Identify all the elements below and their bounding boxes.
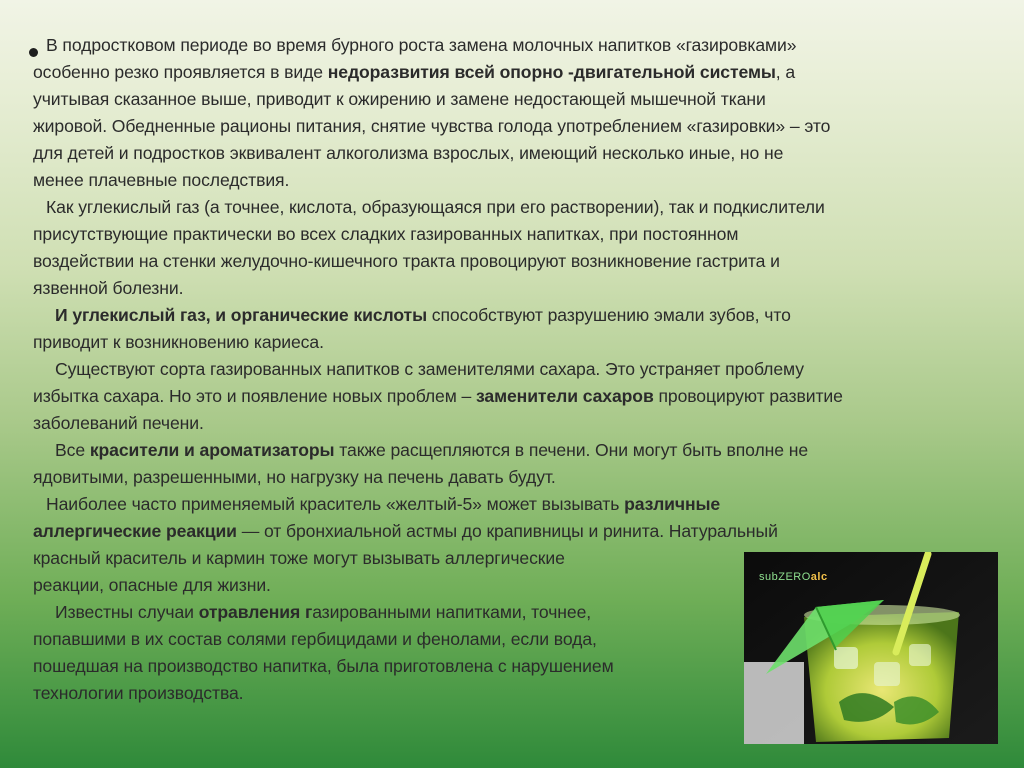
text-run: присутствующие практически во всех сладких газированных напитках, при постоянном	[33, 224, 739, 244]
emphasis-text: красители и ароматизаторы	[89, 440, 335, 460]
watermark-part: alc	[810, 571, 828, 583]
text-run: также расщепляются в печени. Они могут быть вполне не	[334, 440, 809, 460]
photo-watermark	[759, 571, 828, 583]
text-run: способствуют разрушению эмали зубов, что	[427, 305, 791, 325]
text-run: азированными напитками, точнее,	[312, 602, 592, 622]
text-run: ядовитыми, разрешенными, но нагрузку на печень давать будут.	[33, 467, 556, 487]
emphasis-text: отравления г	[198, 602, 313, 622]
text-run: Наиболее часто применяемый краситель «желтый-5» может вызывать	[46, 494, 625, 514]
emphasis-text: различные	[624, 494, 721, 514]
text-run: особенно резко проявляется в виде	[33, 62, 328, 82]
text-run: пошедшая на производство напитка, была приготовлена с нарушением	[33, 656, 614, 676]
text-run: избытка сахара. Но это и появление новых проблем –	[33, 386, 476, 406]
paragraph	[33, 356, 998, 437]
text-run: , а	[775, 62, 796, 82]
text-run: провоцируют развитие	[653, 386, 843, 406]
text-run: — от бронхиальной астмы до крапивницы и ринита. Натуральный	[236, 521, 778, 541]
text-run: воздействии на стенки желудочно-кишечного тракта провоцируют возникновение гастрита и	[33, 251, 780, 271]
text-run: приводит к возникновению кариеса.	[33, 332, 324, 352]
text-run: учитывая сказанное выше, приводит к ожирению и замене недостающей мышечной ткани	[33, 89, 766, 109]
text-run: Как углекислый газ (а точнее, кислота, образующаяся при его растворении), так и подкислители	[46, 197, 825, 217]
text-run: красный краситель и кармин тоже могут вызывать аллергические	[33, 548, 565, 568]
text-run: заболеваний печени.	[33, 413, 204, 433]
paragraph	[33, 302, 998, 356]
text-run: В подростковом периоде во время бурного роста замена молочных напитков «газировками»	[46, 35, 797, 55]
paragraph	[33, 32, 998, 194]
text-run: Известны случаи	[55, 602, 199, 622]
emphasis-text: аллергические реакции	[33, 521, 237, 541]
text-run: язвенной болезни.	[33, 278, 184, 298]
text-run: жировой. Обедненные рационы питания, снятие чувства голода употреблением «газировки» – это	[33, 116, 831, 136]
watermark-part: subZERO	[759, 571, 811, 583]
text-run: реакции, опасные для жизни.	[33, 575, 271, 595]
drink-photo	[744, 552, 998, 744]
emphasis-text: И углекислый газ, и органические кислоты	[55, 305, 427, 325]
text-run: технологии производства.	[33, 683, 244, 703]
emphasis-text: недоразвития всей опорно -двигательной системы	[327, 62, 776, 82]
paragraph	[33, 194, 998, 302]
text-run: менее плачевные последствия.	[33, 170, 290, 190]
paragraph	[33, 437, 998, 491]
text-run: Все	[55, 440, 90, 460]
text-run: попавшими в их состав солями гербицидами и фенолами, если вода,	[33, 629, 597, 649]
emphasis-text: заменители сахаров	[475, 386, 654, 406]
text-run: для детей и подростков эквивалент алкоголизма взрослых, имеющий несколько иные, но не	[33, 143, 784, 163]
text-run: Существуют сорта газированных напитков с заменителями сахара. Это устраняет проблему	[55, 359, 804, 379]
